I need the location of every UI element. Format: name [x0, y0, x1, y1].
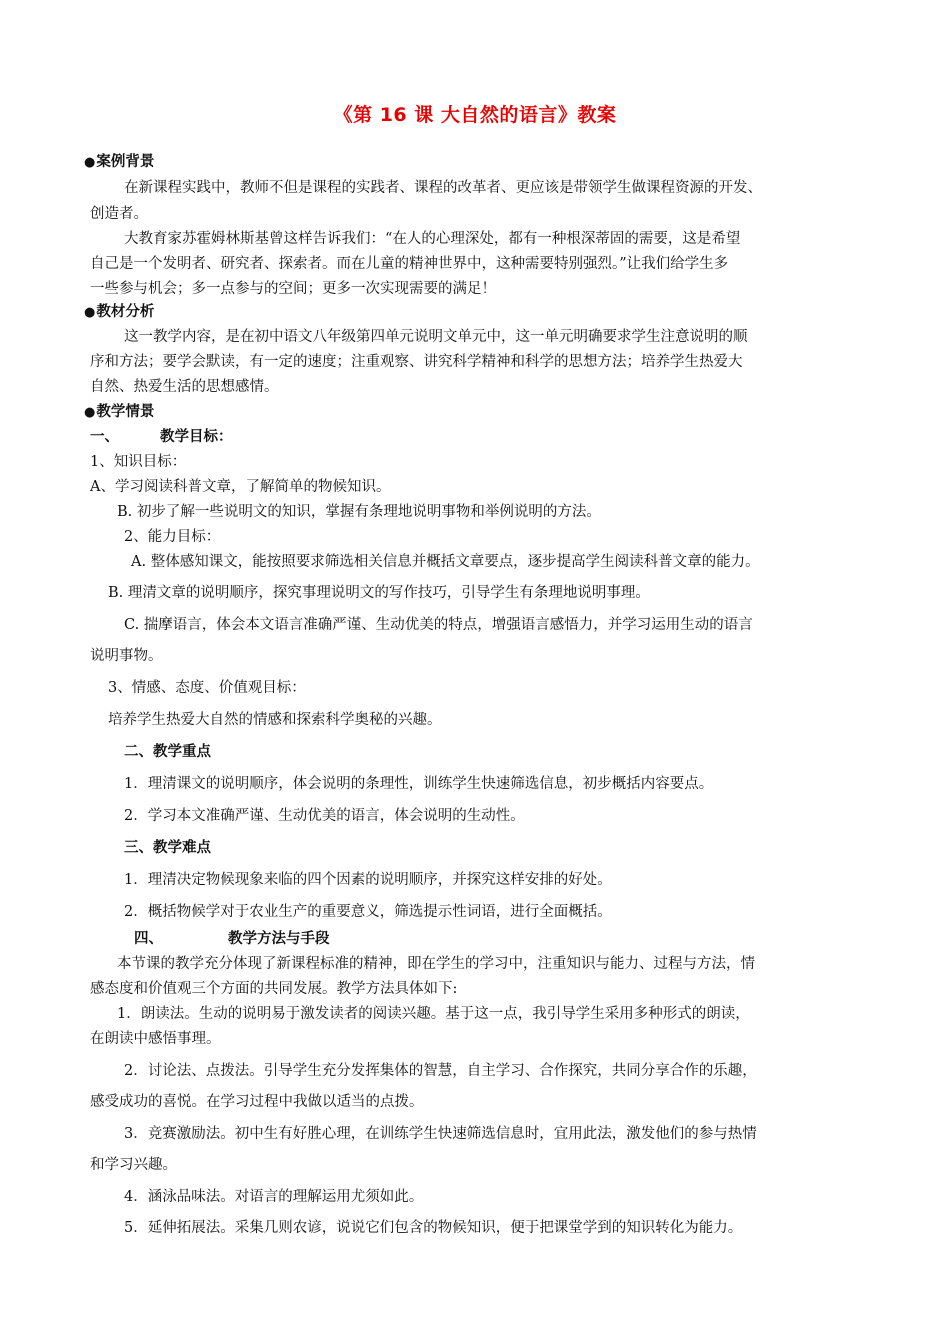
focus-item: 2．学习本文准确严谨、生动优美的语言，体会说明的生动性。	[124, 808, 525, 824]
bullet-icon: ●	[84, 155, 96, 170]
knowledge-goal-b: B. 初步了解一些说明文的知识，掌握有条理地说明事物和举例说明的方法。	[117, 504, 601, 520]
method-1-line-2: 在朗读中感悟事理。	[90, 1031, 221, 1047]
ability-goal-b: B. 理清文章的说明顺序，探究事理说明文的写作技巧，引导学生有条理地说明事理。	[108, 585, 650, 601]
method-3-line-1: 3．竞赛激励法。初中生有好胜心理，在训练学生快速筛选信息时，宜用此法，激发他们的参与热情	[124, 1126, 757, 1142]
method-2-line-1: 2．讨论法、点拨法。引导学生充分发挥集体的智慧，自主学习、合作探究，共同分享合作的乐趣，	[124, 1063, 757, 1079]
method-1-line-1: 1．朗读法。生动的说明易于激发读者的阅读兴趣。基于这一点，我引导学生采用多种形式的朗读，	[117, 1006, 750, 1022]
section-heading-analysis	[84, 302, 154, 323]
ability-goal-a: A. 整体感知课文，能按照要求筛选相关信息并概括文章要点，逐步提高学生阅读科普文章的能力。	[131, 554, 760, 570]
paragraph-line: 大教育家苏霍姆林斯基曾这样告诉我们：“在人的心理深处，都有一种根深蒂固的需要，这是希望	[124, 231, 741, 247]
emotion-goal-text: 培养学生热爱大自然的情感和探索科学奥秘的兴趣。	[108, 712, 442, 728]
section-heading-text: 教学情景	[96, 404, 155, 420]
ability-goal-heading: 2、能力目标：	[124, 529, 221, 545]
methods-intro-line-1: 本节课的教学充分体现了新课程标准的精神，即在学生的学习中，注重知识与能力、过程与方法，情	[117, 956, 755, 972]
difficulty-item: 2．概括物候学对于农业生产的重要意义，筛选提示性词语，进行全面概括。	[124, 904, 612, 920]
ability-goal-c-line-2: 说明事物。	[90, 648, 163, 664]
knowledge-goal-a: A、学习阅读科普文章，了解简单的物候知识。	[90, 479, 391, 495]
bullet-icon: ●	[84, 405, 96, 420]
methods-heading-label: 教学方法与手段	[228, 931, 330, 947]
method-3-line-2: 和学习兴趣。	[90, 1157, 177, 1173]
focus-heading: 二、教学重点	[124, 744, 211, 760]
method-5: 5．延伸拓展法。采集几则农谚，说说它们包含的物候知识，便于把课堂学到的知识转化为能力。	[124, 1220, 743, 1236]
difficulty-heading: 三、教学难点	[124, 840, 211, 856]
focus-item: 1．理清课文的说明顺序，体会说明的条理性，训练学生快速筛选信息，初步概括内容要点。	[124, 776, 714, 792]
bullet-icon: ●	[84, 305, 96, 320]
methods-heading-number: 四、	[134, 931, 163, 947]
difficulty-item: 1．理清决定物候现象来临的四个因素的说明顺序，并探究这样安排的好处。	[124, 872, 612, 888]
section-heading-text: 案例背景	[96, 154, 155, 170]
ability-goal-c-line-1: C. 揣摩语言，体会本文语言准确严谨、生动优美的特点，增强语言感悟力，并学习运用生动的语言	[124, 617, 753, 633]
emotion-goal-heading: 3、情感、态度、价值观目标：	[108, 680, 306, 696]
paragraph-line: 一些参与机会；多一点参与的空间；更多一次实现需要的满足！	[90, 281, 496, 297]
paragraph-line: 自己是一个发明者、研究者、探索者。而在儿童的精神世界中，这种需要特别强烈。”让我们给学生多	[90, 256, 729, 272]
method-4: 4．涵泳品味法。对语言的理解运用尤须如此。	[124, 1189, 424, 1205]
document-title: 《第 16 课 大自然的语言》教案	[333, 104, 617, 126]
knowledge-goal-heading: 1、知识目标：	[90, 454, 187, 470]
goals-heading-label: 教学目标：	[160, 429, 233, 445]
section-heading-situation	[84, 402, 154, 423]
method-2-line-2: 感受成功的喜悦。在学习过程中我做以适当的点拨。	[90, 1094, 424, 1110]
section-heading-background	[84, 152, 154, 173]
paragraph-line: 自然、热爱生活的思想感情。	[90, 379, 279, 395]
paragraph-line: 创造者。	[90, 206, 148, 222]
goals-heading-number: 一、	[90, 429, 119, 445]
methods-intro-line-2: 感态度和价值观三个方面的共同发展。教学方法具体如下:	[90, 981, 458, 997]
section-heading-text: 教材分析	[96, 304, 155, 320]
paragraph-line: 这一教学内容，是在初中语文八年级第四单元说明文单元中，这一单元明确要求学生注意说明的顺	[124, 329, 748, 345]
paragraph-line: 序和方法；要学会默读，有一定的速度；注重观察、讲究科学精神和科学的思想方法；培养学生热爱大	[90, 354, 743, 370]
paragraph-line: 在新课程实践中，教师不但是课程的实践者、课程的改革者、更应该是带领学生做课程资源的开发、	[124, 180, 762, 196]
